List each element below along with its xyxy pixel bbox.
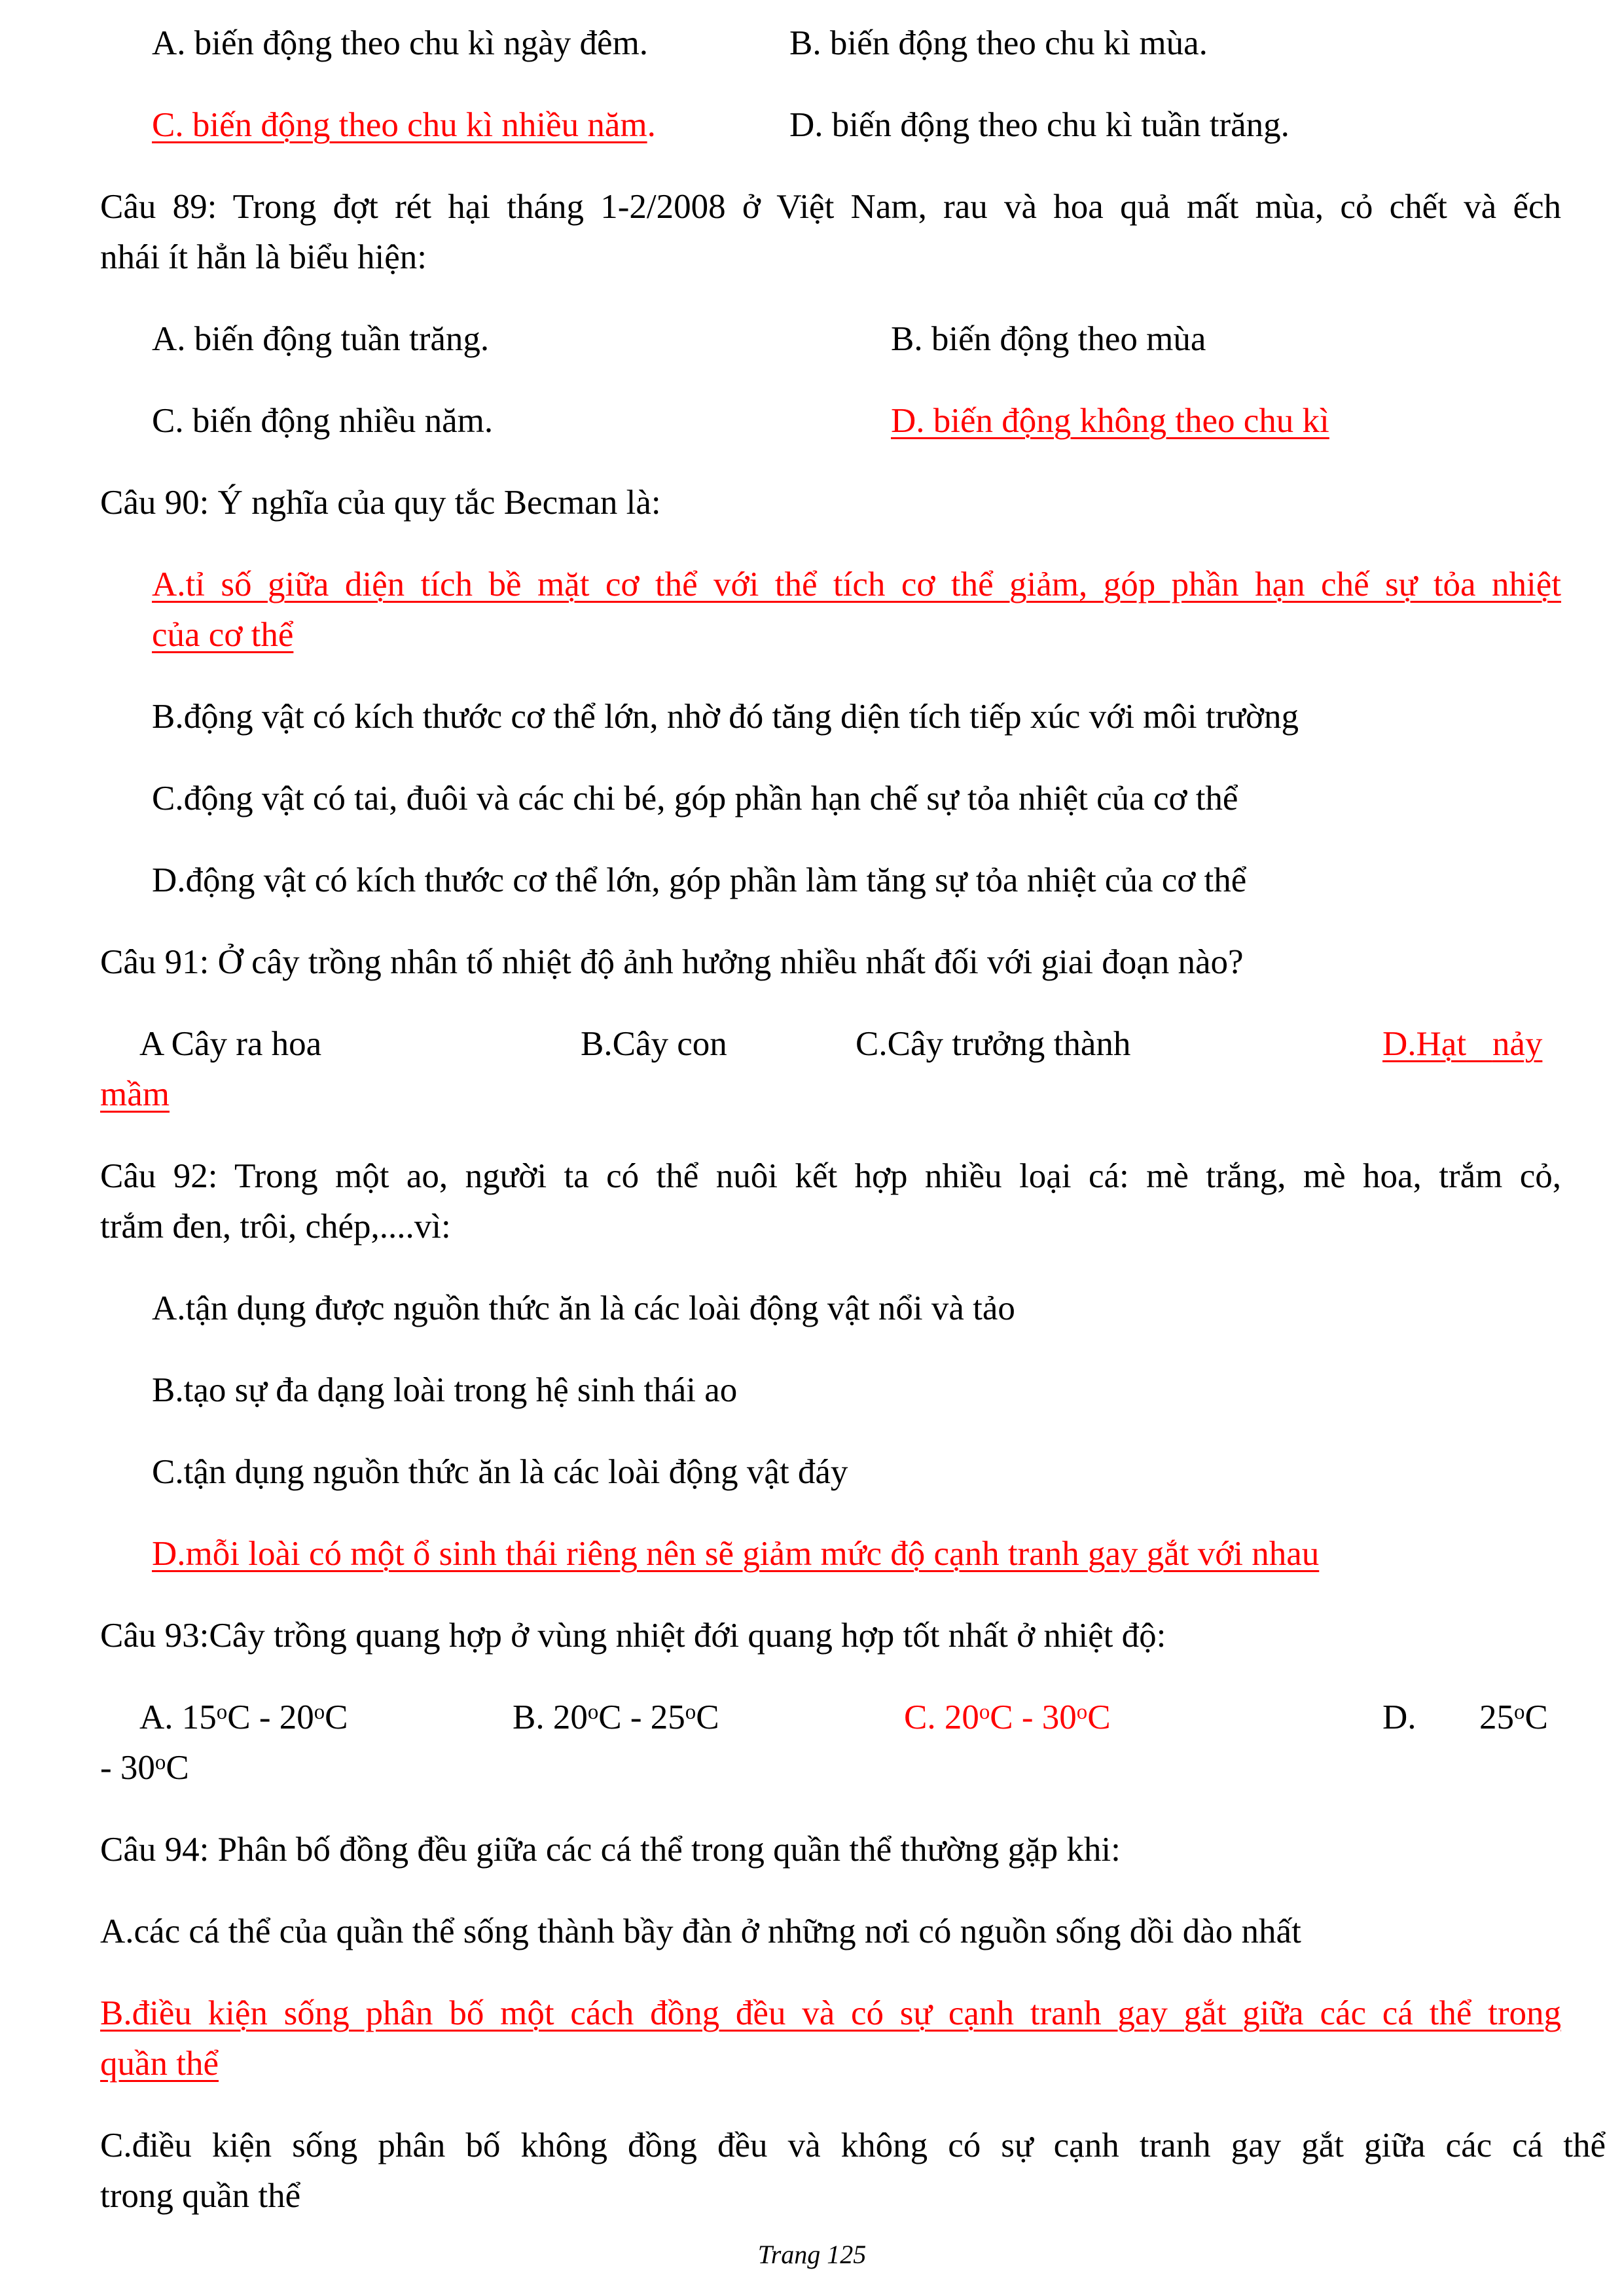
q93-a-label: A. 15 xyxy=(139,1698,217,1736)
q93-option-d-label: D. xyxy=(1382,1698,1416,1736)
q89-option-d-answer: D. biến động không theo chu kì xyxy=(891,402,1329,440)
q88-option-d: D. biến động theo chu kì tuần trăng. xyxy=(789,106,1290,144)
q90-option-a-answer-line2: của cơ thể xyxy=(152,616,294,654)
q89-stem-line2: nhái ít hẳn là biểu hiện: xyxy=(100,238,427,276)
q93-option-c-answer xyxy=(904,1693,1111,1742)
q88-option-c-answer xyxy=(152,100,656,150)
degree-sup: o xyxy=(1076,1700,1088,1725)
q91-option-d-part2: nảy xyxy=(1492,1025,1543,1063)
degree-sup: o xyxy=(979,1700,990,1725)
degree-sup: o xyxy=(587,1700,599,1725)
q93-stem: Câu 93:Cây trồng quang hợp ở vùng nhiệt đới quang hợp tốt nhất ở nhiệt độ: xyxy=(100,1617,1166,1655)
q93-b-unit: C xyxy=(696,1698,719,1736)
q94-option-c-line1: C.điều kiện sống phân bố không đồng đều và không có sự cạnh tranh gay gắt giữa các cá thể xyxy=(100,2126,1606,2164)
q90-option-c: C.động vật có tai, đuôi và các chi bé, góp phần hạn chế sự tỏa nhiệt của cơ thể xyxy=(152,780,1238,817)
q93-a-mid: C - 20 xyxy=(227,1698,314,1736)
q93-option-b xyxy=(513,1693,719,1742)
q91-option-b: B.Cây con xyxy=(581,1025,727,1063)
q91-option-a: A Cây ra hoa xyxy=(139,1025,322,1063)
q92-option-d-answer: D.mỗi loài có một ổ sinh thái riêng nên sẽ giảm mức độ cạnh tranh gay gắt với nhau xyxy=(152,1535,1320,1573)
q89-option-b: B. biến động theo mùa xyxy=(891,320,1206,358)
q88-option-c-end: . xyxy=(647,106,656,144)
q88-option-b: B. biến động theo chu kì mùa. xyxy=(789,24,1208,62)
degree-sup: o xyxy=(154,1751,166,1775)
q91-option-d-answer-line2: mầm xyxy=(100,1075,170,1113)
q91-option-d-answer xyxy=(1382,1019,1542,1069)
q90-option-a-answer-line1: A.tỉ số giữa diện tích bề mặt cơ thể với thể tích cơ thể giảm, góp phần hạn chế sự tỏa nhiệt xyxy=(152,565,1561,603)
q92-option-b: B.tạo sự đa dạng loài trong hệ sinh thái ao xyxy=(152,1371,738,1409)
q94-option-b-answer-line2: quần thể xyxy=(100,2045,219,2083)
q93-d-val: 25 xyxy=(1479,1698,1514,1736)
q90-stem: Câu 90: Ý nghĩa của quy tắc Becman là: xyxy=(100,484,661,522)
q93-option-d-value xyxy=(1479,1693,1548,1742)
degree-sup: o xyxy=(685,1700,696,1725)
q90-option-b: B.động vật có kích thước cơ thể lớn, nhờ đó tăng diện tích tiếp xúc với môi trường xyxy=(152,698,1299,736)
q93-c-unit: C xyxy=(1087,1698,1111,1736)
q93-d-line2-unit: C xyxy=(166,1749,189,1787)
q92-option-a: A.tận dụng được nguồn thức ăn là các loài động vật nổi và tảo xyxy=(152,1289,1015,1327)
q88-option-c-text: C. biến động theo chu kì nhiều năm xyxy=(152,106,647,144)
q89-stem-line1: Câu 89: Trong đợt rét hại tháng 1-2/2008 ở Việt Nam, rau và hoa quả mất mùa, cỏ chết và ếch xyxy=(100,188,1561,226)
degree-sup: o xyxy=(314,1700,325,1725)
q94-option-c-line2: trong quần thể xyxy=(100,2177,301,2215)
q93-a-unit: C xyxy=(325,1698,348,1736)
q93-c-mid: C - 30 xyxy=(990,1698,1077,1736)
degree-sup: o xyxy=(1514,1700,1525,1725)
q91-option-c: C.Cây trưởng thành xyxy=(856,1025,1131,1063)
q88-option-a: A. biến động theo chu kì ngày đêm. xyxy=(152,24,649,62)
q89-option-c: C. biến động nhiều năm. xyxy=(152,402,494,440)
q91-stem: Câu 91: Ở cây trồng nhân tố nhiệt độ ảnh hưởng nhiều nhất đối với giai đoạn nào? xyxy=(100,943,1244,981)
q91-option-d-part1: D.Hạt xyxy=(1382,1025,1467,1063)
q94-stem: Câu 94: Phân bố đồng đều giữa các cá thể trong quần thể thường gặp khi: xyxy=(100,1831,1121,1869)
q93-b-mid: C - 25 xyxy=(598,1698,685,1736)
q94-option-b-answer-line1: B.điều kiện sống phân bố một cách đồng đều và có sự cạnh tranh gay gắt giữa các cá thể trong xyxy=(100,1994,1561,2032)
q92-stem-line1: Câu 92: Trong một ao, người ta có thể nuôi kết hợp nhiều loại cá: mè trắng, mè hoa, trắm cỏ, xyxy=(100,1157,1561,1195)
q93-c-label: C. 20 xyxy=(904,1698,979,1736)
q93-d-line2-text: - 30 xyxy=(100,1749,155,1787)
q93-b-label: B. 20 xyxy=(513,1698,588,1736)
q89-option-a: A. biến động tuần trăng. xyxy=(152,320,490,358)
q92-option-c: C.tận dụng nguồn thức ăn là các loài động vật đáy xyxy=(152,1453,848,1491)
q93-option-a xyxy=(139,1693,348,1742)
q90-option-d: D.động vật có kích thước cơ thể lớn, góp phần làm tăng sự tỏa nhiệt của cơ thể xyxy=(152,861,1247,899)
q92-stem-line2: trắm đen, trôi, chép,....vì: xyxy=(100,1208,451,1246)
q94-option-a: A.các cá thể của quần thể sống thành bầy đàn ở những nơi có nguồn sống dồi dào nhất xyxy=(100,1912,1301,1950)
q93-d-unit: C xyxy=(1525,1698,1548,1736)
page-number: Trang 125 xyxy=(757,2240,867,2269)
degree-sup: o xyxy=(216,1700,228,1725)
q93-option-d-line2 xyxy=(100,1743,189,1793)
